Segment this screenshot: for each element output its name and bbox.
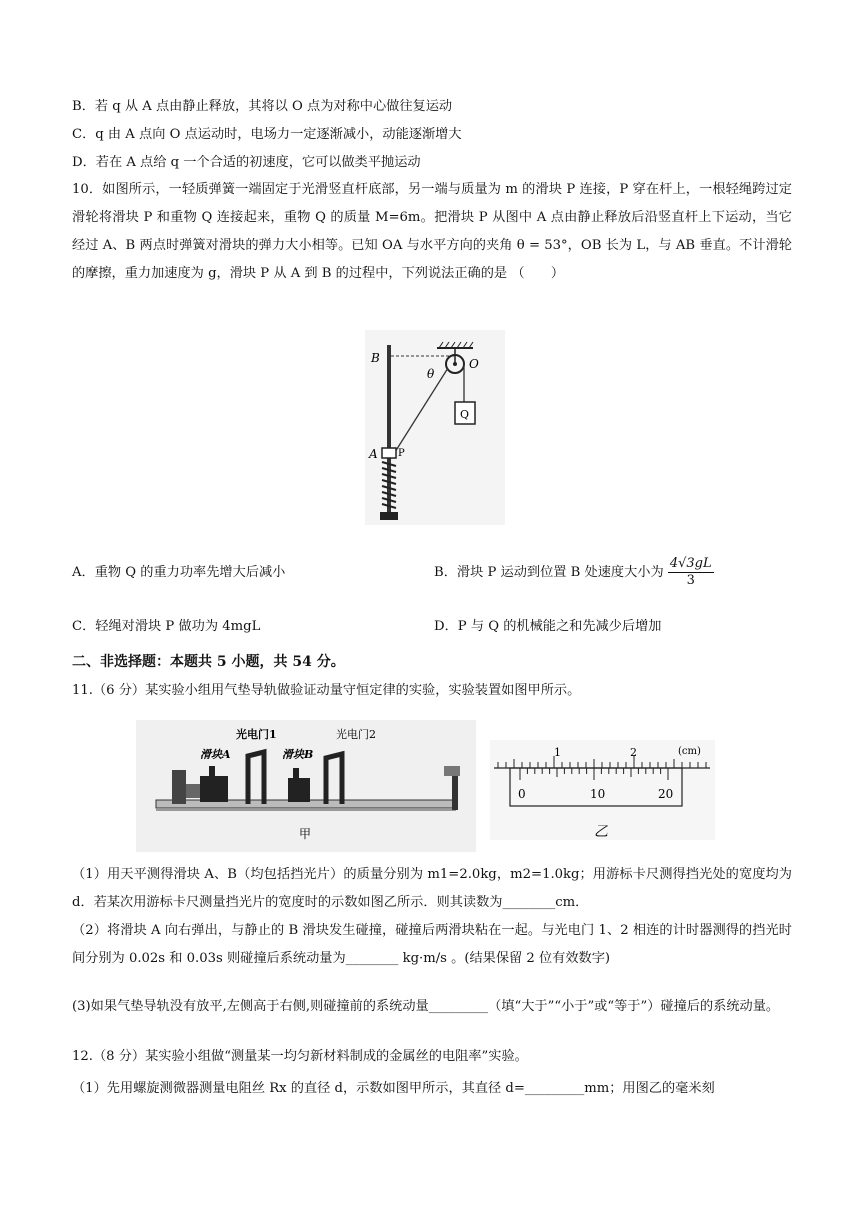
q10-figure — [365, 330, 505, 525]
q9-option-d: D．若在 A 点给 q 一个合适的初速度，它可以做类平抛运动 — [72, 155, 421, 170]
slider-a-label: 滑块A — [200, 748, 231, 761]
q10-text: 10．如图所示，一轻质弹簧一端固定于光滑竖直杆底部，另一端与质量为 m 的滑块 P 连接，P 穿在杆上，一根轻绳跨过定滑轮将滑块 P 和重物 Q 连接起来，重物 Q 的质量 M=6m。把滑块 P 从图中 A 点由静止释放后沿竖直杆上下运动，当它经过 A、B 两点时弹簧对滑块的弹力大小相等。已知 OA 与水平方向的夹角 θ = 53°，OB 长为 L，与 AB 垂直。不计滑轮的摩擦，重力加速度为 g，滑块 P 从 A 到 B 的过程中，下列说法正确的是 — [72, 182, 792, 281]
q11-part-2: （2）将滑块 A 向右弹出，与静止的 B 滑块发生碰撞，碰撞后两滑块粘在一起。与光电门 1、2 相连的计时器测得的挡光时间分别为 0.02s 和 0.03s 则碰撞后系统动量为________ kg·m/s 。(结果保留 2 位有效数字) — [72, 923, 792, 966]
main-scale-2: 2 — [630, 746, 637, 759]
q12-part-1: （1）先用螺旋测微器测量电阻丝 Rx 的直径 d，示数如图甲所示，其直径 d=_________mm；用图乙的毫米刻 — [72, 1081, 715, 1096]
fraction-numerator: 4√3gL — [669, 556, 712, 571]
vernier-20: 20 — [658, 787, 674, 801]
label-o: O — [469, 357, 479, 371]
q12-intro: 12.（8 分）某实验小组做“测量某一均匀新材料制成的金属丝的电阻率”实验。 — [72, 1049, 528, 1064]
q10-bracket: （ ） — [511, 266, 565, 281]
vernier-0: 0 — [518, 787, 526, 801]
vernier-10: 10 — [590, 787, 606, 801]
figure-yi — [490, 740, 715, 840]
label-q: Q — [460, 408, 470, 421]
figure-jia — [136, 720, 476, 852]
label-b: B — [371, 351, 380, 365]
q10-option-c: C．轻绳对滑块 P 做功为 4mgL — [72, 619, 261, 634]
gate2-label: 光电门2 — [336, 728, 376, 741]
main-scale-1: 1 — [554, 746, 561, 759]
figure-yi-caption: 乙 — [594, 824, 608, 840]
q10-option-b — [434, 553, 714, 593]
q11-part-3: (3)如果气垫导轨没有放平,左侧高于右侧,则碰撞前的系统动量_________（填“大于”“小于”或“等于”）碰撞后的系统动量。 — [72, 999, 780, 1014]
label-theta: θ — [427, 367, 435, 381]
q10-stem — [72, 176, 792, 316]
q11-intro: 11.（6 分）某实验小组用气垫导轨做验证动量守恒定律的实验，实验装置如图甲所示。 — [72, 683, 581, 698]
q9-option-b: B．若 q 从 A 点由静止释放，其将以 O 点为对称中心做往复运动 — [72, 99, 453, 114]
fraction-denominator: 3 — [686, 573, 695, 588]
q10-option-d: D．P 与 Q 的机械能之和先减少后增加 — [434, 619, 662, 634]
q10-option-a: A．重物 Q 的重力功率先增大后减小 — [72, 565, 286, 580]
label-a: A — [369, 447, 378, 461]
figure-jia-caption: 甲 — [299, 827, 312, 841]
slider-b-label: 滑块B — [282, 748, 314, 761]
label-p: P — [398, 448, 405, 459]
q11-part-1: （1）用天平测得滑块 A、B（均包括挡光片）的质量分别为 m1=2.0kg，m2=1.0kg；用游标卡尺测得挡光处的宽度均为 d．若某次用游标卡尺测量挡光片的宽度时的示数如图乙所示．则其读数为________cm． — [72, 867, 792, 910]
section-heading: 二、非选择题：本题共 5 小题，共 54 分。 — [72, 654, 345, 670]
q10-option-b-fraction — [668, 556, 714, 589]
gate1-label: 光电门1 — [236, 728, 277, 741]
unit-label: (cm) — [678, 746, 701, 757]
q9-option-c: C．q 由 A 点向 O 点运动时，电场力一定逐渐减小，动能逐渐增大 — [72, 127, 462, 142]
q10-option-b-text: B．滑块 P 运动到位置 B 处速度大小为 — [434, 565, 664, 580]
